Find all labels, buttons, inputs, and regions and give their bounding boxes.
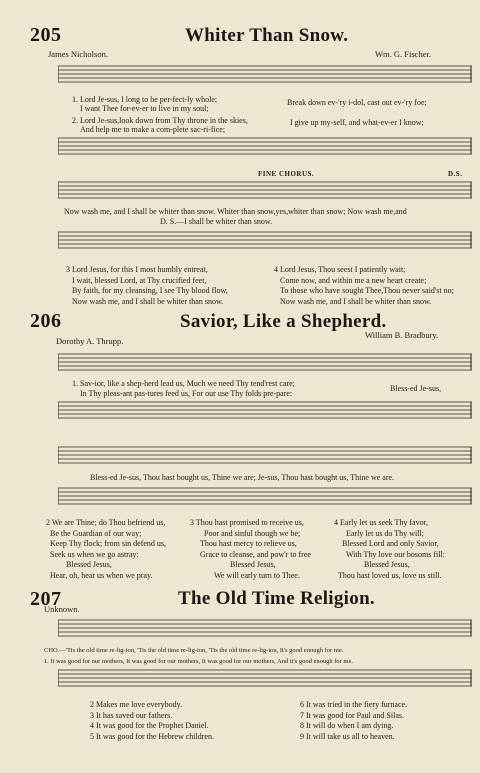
music-staff [58, 180, 472, 200]
lyric-line: I give up my-self, and what-ev-er I know; [290, 118, 424, 127]
fine-chorus-label: FINE CHORUS. [258, 170, 315, 178]
lyric-line: CHO.—'Tis the old time re-lig-ion, 'Tis the old time re-lig-ion, 'Tis the old time re-lig-ion, It's good enough for me. [44, 647, 344, 654]
music-staff [58, 136, 472, 156]
verse-3: 3 Thou hast promised to receive us, Poor and sinful though we be; Thou hast mercy to relieve us, Grace to cleanse, and pow'r to free Blessed Jesus, We will early turn to Thee. [190, 518, 311, 580]
hymn-number: 206 [30, 310, 62, 332]
music-staff [58, 618, 472, 638]
music-staff [58, 230, 472, 250]
verse-4: 4 Lord Jesus, Thou seest I patiently wait; Come now, and within me a new heart create; To those who have sought Thee,Thou never said'st no; Now wash me, and I shall be whiter than snow. [274, 265, 454, 306]
lyric-line: Bless-ed Je-sus, Thou hast bought us, Thine we are; Je-sus, Thou hast bought us, Thine we are. [90, 473, 395, 482]
lyric-line: Now wash me, and I shall be whiter than snow. Whiter than snow,yes,whiter than snow; Now wash me,and [64, 207, 407, 216]
verses-right: 6 It was tried in the fiery furnace. 7 It was good for Paul and Silas. 8 It will do when I am dying. 9 It will take us all to heaven. [300, 700, 408, 741]
lyric-line: D. S.—I shall be whiter than snow. [160, 217, 273, 226]
music-staff [58, 668, 472, 688]
hymn-number: 205 [30, 24, 62, 46]
hymn-number: 207 [30, 588, 62, 610]
hymn-title: Whiter Than Snow. [185, 25, 349, 46]
composer-credit: William B. Bradbury. [365, 330, 439, 340]
lyric-line: 2. Lord Je-sus,look down from Thy throne in the skies, [72, 116, 248, 125]
lyric-line: 1. Sav-ior, like a shep-herd lead us, Much we need Thy tend'rest care; [72, 379, 295, 388]
lyric-line: 1. Lord Je-sus, I long to be per-fect-ly whole; [72, 95, 218, 104]
lyric-line: 1. It was good for our mothers, It was good for our mothers, It was good for our mothers, And it's good enough for me. [44, 658, 353, 665]
music-staff [58, 64, 472, 84]
hymn-title: The Old Time Religion. [178, 588, 375, 609]
lyric-line: Bless-ed Je-sus, [390, 384, 442, 393]
verse-2: 2 We are Thine; do Thou befriend us, Be the Guardian of our way; Keep Thy flock; from sin defend us, Seek us when we go astray: Blessed Jesus, Hear, oh, hear us when we pray. [46, 518, 167, 580]
ds-label: D.S. [448, 170, 463, 178]
music-staff [58, 400, 472, 420]
lyric-line: I want Thee for-ev-er to live in my soul; [80, 104, 209, 113]
lyric-line: Break down ev-'ry i-dol, cast out ev-'ry foe; [287, 98, 427, 107]
author-credit: Unknown. [44, 604, 80, 614]
author-credit: James Nicholson. [48, 49, 108, 59]
music-staff [58, 486, 472, 506]
lyric-line: And help me to make a com-plete sac-ri-fice; [80, 125, 226, 134]
verse-3: 3 Lord Jesus, for this I most humbly entreat, I wait, blessed Lord, at Thy crucified feet, By faith, for my cleansing, I see Thy blood flow, Now wash me, and I shall be whiter than snow. [66, 265, 228, 306]
music-staff [58, 352, 472, 372]
music-staff [58, 445, 472, 465]
lyric-line: In Thy pleas-ant pas-tures feed us, For our use Thy folds pre-pare: [80, 389, 293, 398]
hymn-title: Savior, Like a Shepherd. [180, 311, 387, 332]
author-credit: Dorothy A. Thrupp. [56, 336, 124, 346]
verse-4: 4 Early let us seek Thy favor, Early let us do Thy will; Blessed Lord and only Savior, With Thy love our bosoms fill: Blessed Jesus, Thou hast loved us, love us still. [334, 518, 445, 580]
composer-credit: Wm. G. Fischer. [375, 49, 431, 59]
verses-left: 2 Makes me love everybody. 3 It has saved our fathers. 4 It was good for the Prophet Daniel. 5 It was good for the Hebrew children. [90, 700, 214, 741]
